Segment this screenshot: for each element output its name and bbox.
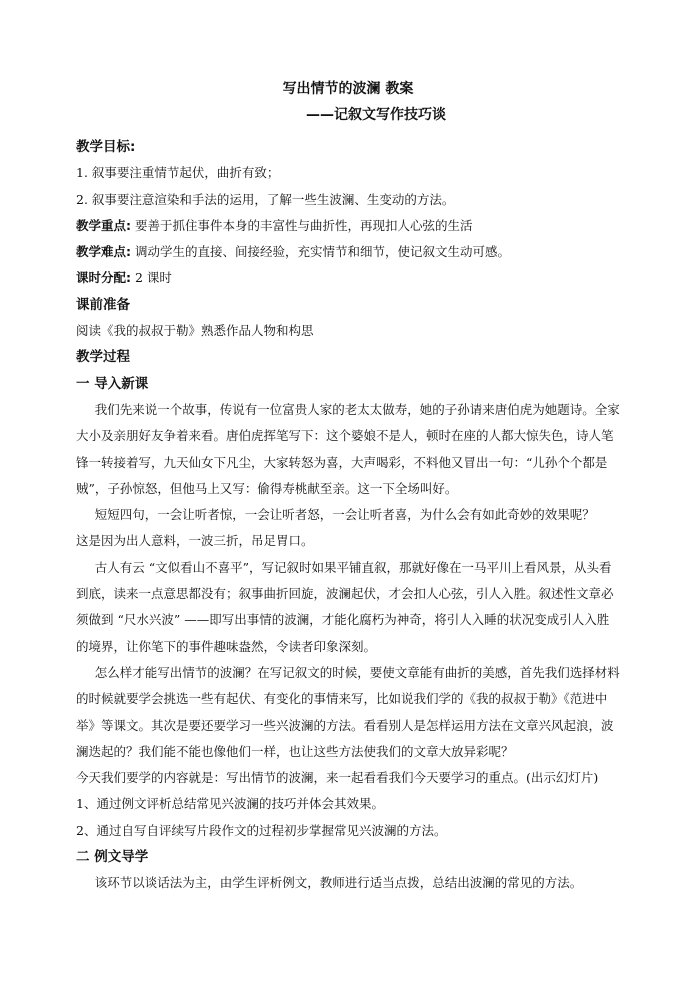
paragraph-line: 澜迭起的？我们能不能也像他们一样，也让这些方法使我们的文章大放异彩呢？ — [76, 743, 514, 759]
paragraph-line: 贼”，子孙惊怒，但他马上又写：偷得寿桃献至亲。这一下全场叫好。 — [76, 480, 458, 496]
paragraph-line: 须做到 “尺水兴波” ——即写出事情的波澜，才能化腐朽为神奇，将引人入睡的状况变成引人入胜 — [76, 612, 610, 628]
paragraph-line: 2、通过自写自评续写片段作文的过程初步掌握常见兴波澜的方法。 — [76, 822, 447, 838]
paragraph-line: 的时候就要学会挑选一些有起伏、有变化的事情来写，比如说我们学的《我的叔叔于勒》《范进中 — [76, 691, 608, 707]
paragraph-line: 该环节以谈话法为主，由学生评析例文，教师进行适当点拨，总结出波澜的常见的方法。 — [94, 875, 583, 891]
key-point-label: 教学重点: — [76, 217, 131, 233]
paragraph-line: 怎么样才能写出情节的波澜？在写记叙文的时候，要使文章能有曲折的美感，首先我们选择材料 — [94, 664, 620, 680]
section-heading: 一 导入新课 — [76, 375, 149, 392]
paragraph-line: 今天我们要学的内容就是：写出情节的波澜，来一起看看我们今天要学习的重点。(出示幻灯片) — [76, 770, 599, 786]
paragraph-line: 大小及亲朋好友争着来看。唐伯虎挥笔写下：这个婆娘不是人，顿时在座的人都大惊失色，诗人笔 — [76, 428, 614, 444]
key-point-text: 要善于抓住事件本身的丰富性与曲折性，再现扣人心弦的生活 — [131, 217, 473, 233]
difficulty-label: 教学难点: — [76, 244, 131, 260]
goals-heading: 教学目标: — [76, 139, 136, 155]
prep-heading: 课前准备 — [76, 296, 130, 313]
paragraph-line: 到底，读来一点意思都没有；叙事曲折回旋，波澜起伏，才会扣人心弦，引人入胜。叙述性文章必 — [76, 586, 614, 602]
goal-item: 1. 叙事要注重情节起伏，曲折有致； — [76, 165, 280, 181]
prep-text: 阅读《我的叔叔于勒》熟悉作品人物和构思 — [76, 323, 314, 339]
process-heading: 教学过程 — [76, 349, 130, 366]
document-body — [76, 134, 622, 897]
document-subtitle: ——记叙文写作技巧谈 — [306, 107, 446, 123]
schedule-row — [76, 265, 622, 291]
difficulty-row — [76, 239, 622, 265]
schedule-text: 2 课时 — [131, 270, 172, 286]
paragraph-line: 举》等课文。其次是要还要学习一些兴波澜的方法。看看别人是怎样运用方法在文章兴风起浪，波 — [76, 717, 614, 733]
paragraph-line: 的境界，让你笔下的事件趣味盎然，令读者印象深刻。 — [76, 638, 377, 654]
paragraph-line: 锋一转接着写，九天仙女下凡尘，大家转怒为喜，大声喝彩，不料他又冒出一句：“儿孙个个都是 — [76, 454, 608, 470]
paragraph-line: 这是因为出人意料，一波三折，吊足胃口。 — [76, 533, 314, 549]
paragraph-line: 短短四句，一会让听者惊，一会让听者怒，一会让听者喜，为什么会有如此奇妙的效果呢？ — [94, 507, 595, 523]
goal-item: 2. 叙事要注意渲染和手法的运用，了解一些生波澜、生变动的方法。 — [76, 191, 455, 207]
difficulty-text: 调动学生的直接、间接经验，充实情节和细节，使记叙文生动可感。 — [131, 244, 510, 260]
document-title: 写出情节的波澜 教案 — [282, 81, 414, 97]
paragraph-line: 古人有云 “文似看山不喜平”，写记叙时如果平铺直叙，那就好像在一马平川上看风景，从头看 — [94, 559, 612, 575]
paragraph-line: 1、通过例文评析总结常见兴波澜的技巧并体会其效果。 — [76, 796, 384, 812]
schedule-label: 课时分配: — [76, 270, 131, 286]
key-point-row — [76, 213, 622, 239]
paragraph-line: 我们先来说一个故事，传说有一位富贵人家的老太太做寿，她的子孙请来唐伯虎为她题诗。全家 — [94, 401, 620, 417]
section-heading: 二 例文导学 — [76, 849, 149, 866]
